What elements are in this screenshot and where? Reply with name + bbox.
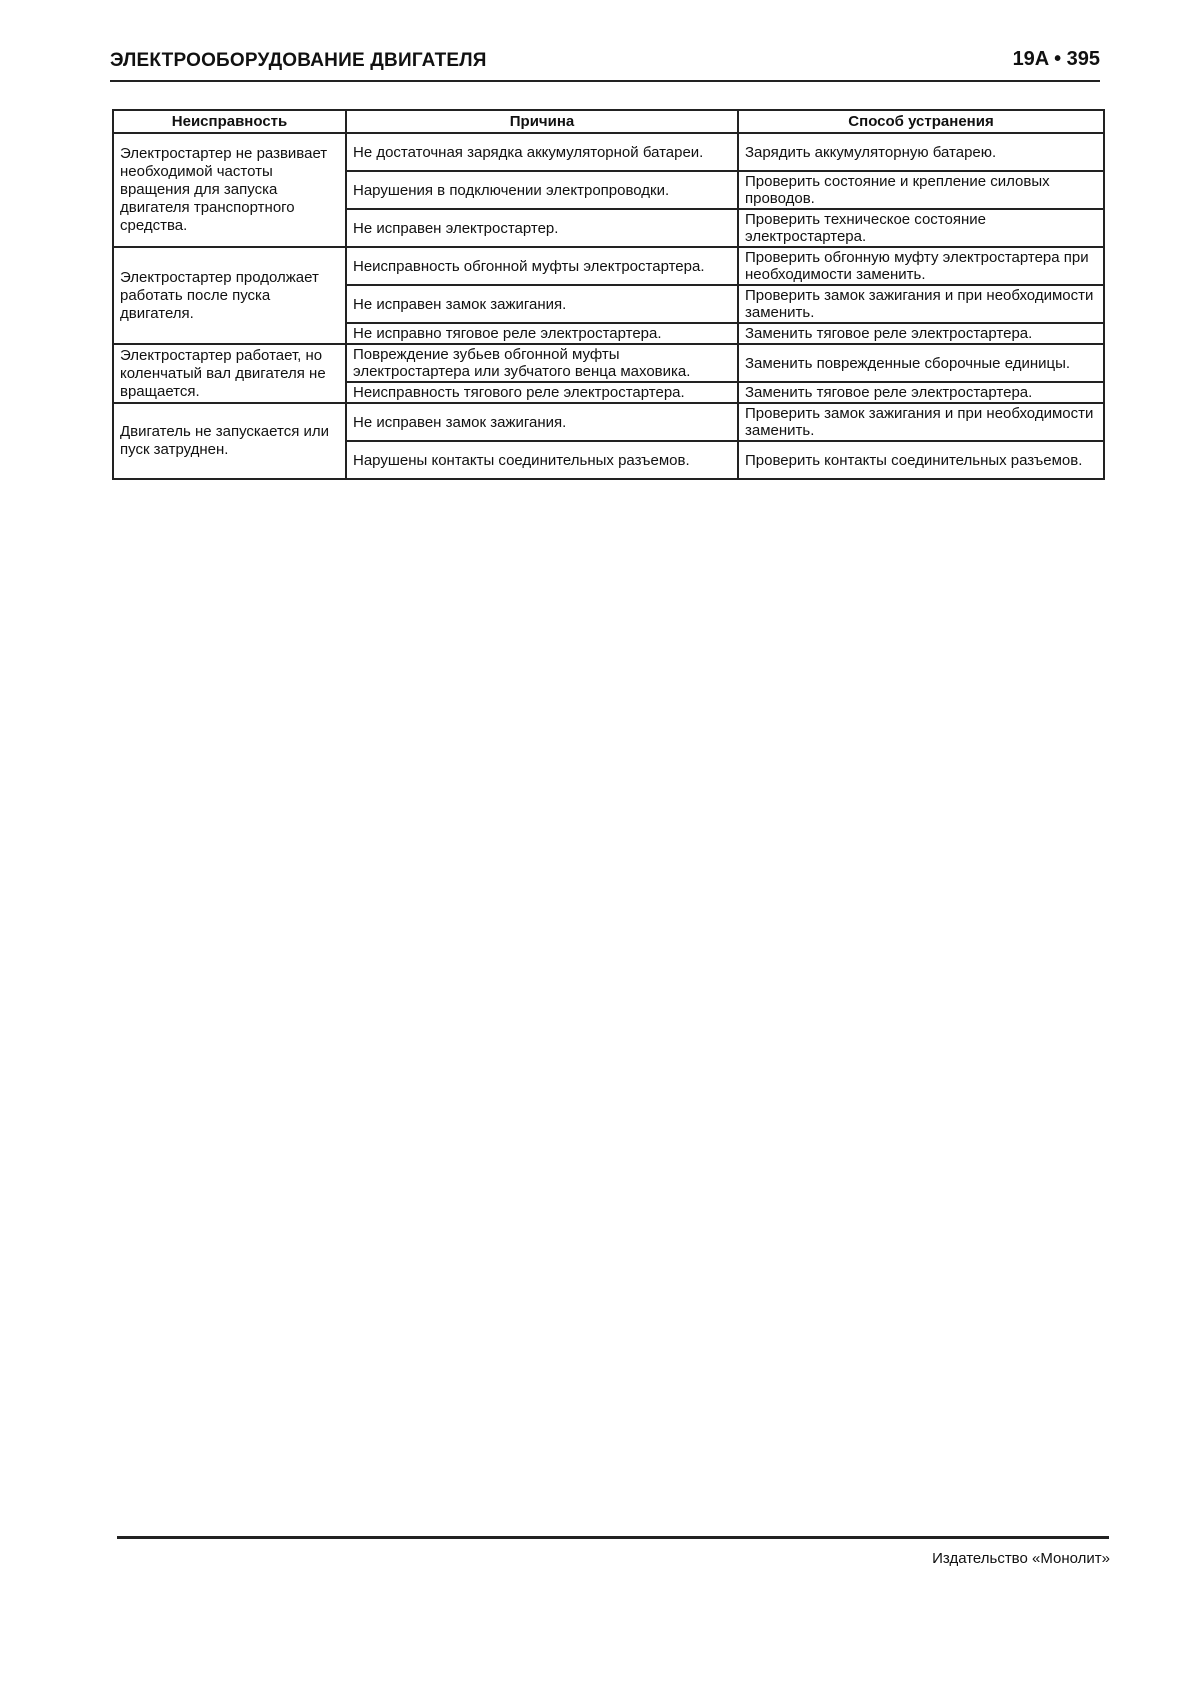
cause-cell: Повреждение зубьев обгонной муфты электростартера или зубчатого венца маховика. (346, 344, 738, 382)
column-header-remedy: Способ устранения (738, 110, 1104, 133)
fault-cell: Электростартер работает, но коленчатый вал двигателя не вращается. (113, 344, 346, 403)
page-header (110, 46, 1100, 82)
publisher-footer: Издательство «Монолит» (932, 1550, 1110, 1567)
fault-cell: Электростартер не развивает необходимой частоты вращения для запуска двигателя транспортного средства. (113, 133, 346, 247)
remedy-cell: Заменить тяговое реле электростартера. (738, 382, 1104, 403)
remedy-cell: Проверить контакты соединительных разъемов. (738, 441, 1104, 479)
fault-cell: Двигатель не запускается или пуск затруднен. (113, 403, 346, 479)
column-header-cause: Причина (346, 110, 738, 133)
table-header-row (113, 110, 1104, 133)
remedy-cell: Проверить обгонную муфту электростартера при необходимости заменить. (738, 247, 1104, 285)
remedy-cell: Проверить замок зажигания и при необходимости заменить. (738, 403, 1104, 441)
table-row (113, 344, 1104, 382)
cause-cell: Неисправность тягового реле электростартера. (346, 382, 738, 403)
cause-cell: Не исправно тяговое реле электростартера. (346, 323, 738, 344)
column-header-fault: Неисправность (113, 110, 346, 133)
remedy-cell: Заменить тяговое реле электростартера. (738, 323, 1104, 344)
table-row (113, 247, 1104, 285)
section-title: ЭЛЕКТРООБОРУДОВАНИЕ ДВИГАТЕЛЯ (110, 50, 487, 71)
footer-divider (117, 1536, 1109, 1539)
page-number: 19A • 395 (1012, 48, 1100, 70)
remedy-cell: Проверить замок зажигания и при необходимости заменить. (738, 285, 1104, 323)
table-row (113, 133, 1104, 171)
remedy-cell: Проверить состояние и крепление силовых проводов. (738, 171, 1104, 209)
cause-cell: Не исправен замок зажигания. (346, 285, 738, 323)
cause-cell: Не исправен электростартер. (346, 209, 738, 247)
table-row (113, 403, 1104, 441)
remedy-cell: Проверить техническое состояние электростартера. (738, 209, 1104, 247)
cause-cell: Неисправность обгонной муфты электростартера. (346, 247, 738, 285)
remedy-cell: Заменить поврежденные сборочные единицы. (738, 344, 1104, 382)
cause-cell: Не достаточная зарядка аккумуляторной батареи. (346, 133, 738, 171)
troubleshooting-table (112, 109, 1105, 480)
fault-cell: Электростартер продолжает работать после пуска двигателя. (113, 247, 346, 344)
cause-cell: Не исправен замок зажигания. (346, 403, 738, 441)
remedy-cell: Зарядить аккумуляторную батарею. (738, 133, 1104, 171)
cause-cell: Нарушены контакты соединительных разъемов. (346, 441, 738, 479)
cause-cell: Нарушения в подключении электропроводки. (346, 171, 738, 209)
